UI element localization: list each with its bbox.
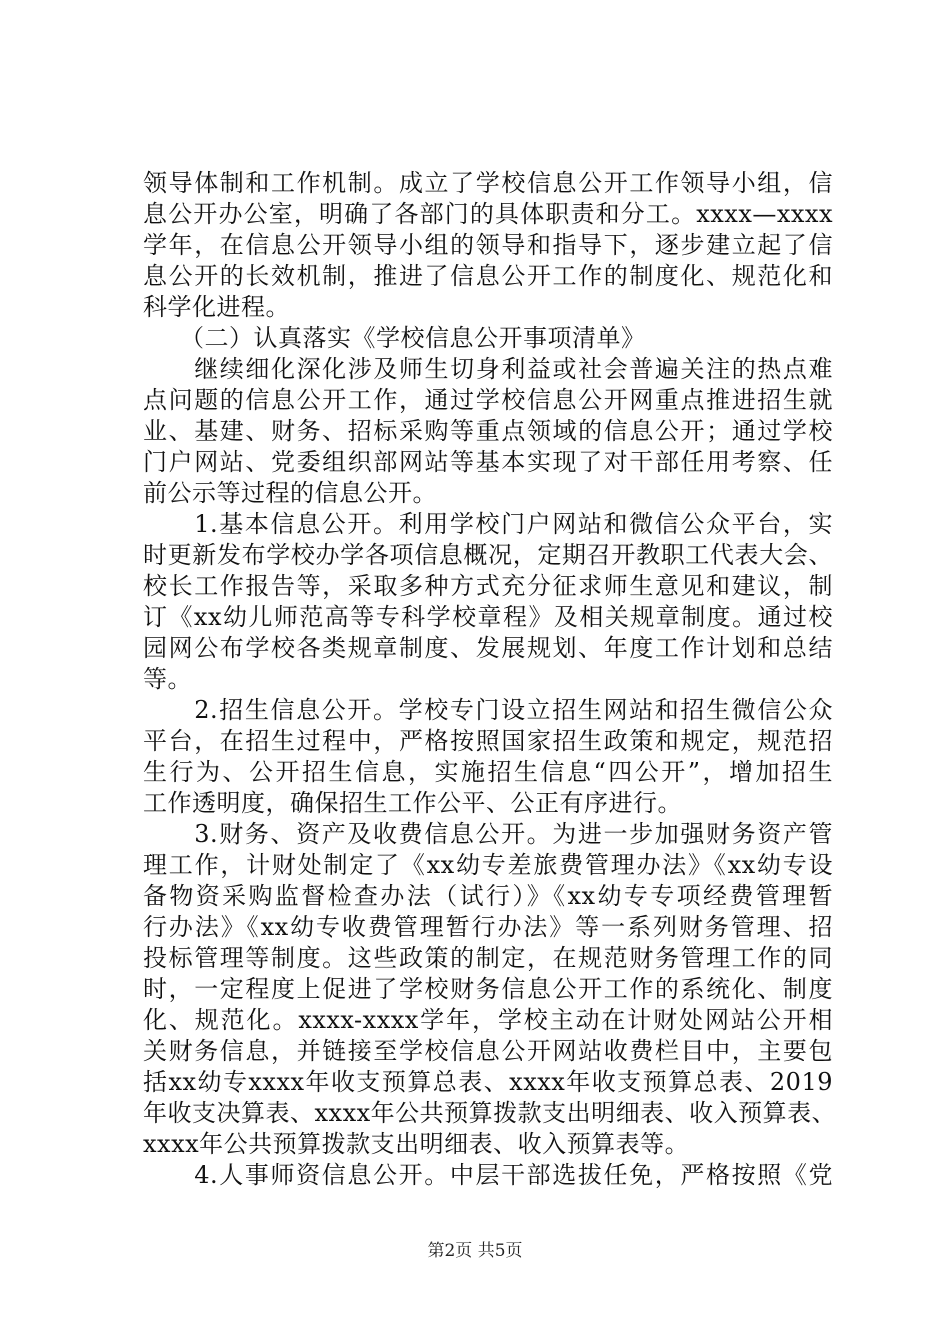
text-line: 息公开的长效机制，推进了信息公开工作的制度化、规范化和: [143, 262, 833, 290]
text-line: 2.招生信息公开。学校专门设立招生网站和招生微信公众: [143, 696, 833, 724]
text-line: 时更新发布学校办学各项信息概况，定期召开教职工代表大会、: [143, 541, 833, 569]
text-line: 投标管理等制度。这些政策的制定，在规范财务管理工作的同: [143, 944, 833, 972]
text-line: 年收支决算表、xxxx年公共预算拨款支出明细表、收入预算表、: [143, 1099, 837, 1127]
text-line: 关财务信息，并链接至学校信息公开网站收费栏目中，主要包: [143, 1037, 833, 1065]
text-line: 化、规范化。xxxx-xxxx学年，学校主动在计财处网站公开相: [143, 1006, 833, 1034]
text-line: 等。: [143, 665, 192, 693]
text-line: 工作透明度，确保招生工作公平、公正有序进行。: [143, 789, 682, 817]
text-line: 备物资采购监督检查办法（试行）》《xx幼专专项经费管理暂: [143, 882, 833, 910]
text-line: 领导体制和工作机制。成立了学校信息公开工作领导小组，信: [143, 169, 833, 197]
text-line: xxxx年公共预算拨款支出明细表、收入预算表等。: [143, 1130, 690, 1158]
text-line: 理工作，计财处制定了《xx幼专差旅费管理办法》《xx幼专设: [143, 851, 833, 879]
text-line: 业、基建、财务、招标采购等重点领域的信息公开；通过学校: [143, 417, 833, 445]
text-line: 继续细化深化涉及师生切身利益或社会普遍关注的热点难: [143, 355, 833, 383]
text-line: 点问题的信息公开工作，通过学校信息公开网重点推进招生就: [143, 386, 833, 414]
text-line: 4.人事师资信息公开。中层干部选拔任免，严格按照《党: [143, 1161, 833, 1189]
text-line: 学年，在信息公开领导小组的领导和指导下，逐步建立起了信: [143, 231, 833, 259]
text-line: 园网公布学校各类规章制度、发展规划、年度工作计划和总结: [143, 634, 833, 662]
text-line: 3.财务、资产及收费信息公开。为进一步加强财务资产管: [143, 820, 833, 848]
text-line: 括xx幼专xxxx年收支预算总表、xxxx年收支预算总表、2019: [143, 1068, 833, 1096]
text-line: 1.基本信息公开。利用学校门户网站和微信公众平台，实: [143, 510, 833, 538]
text-line: 订《xx幼儿师范高等专科学校章程》及相关规章制度。通过校: [143, 603, 833, 631]
text-line: 门户网站、党委组织部网站等基本实现了对干部任用考察、任: [143, 448, 833, 476]
text-line: 时，一定程度上促进了学校财务信息公开工作的系统化、制度: [143, 975, 833, 1003]
text-line: （二）认真落实《学校信息公开事项清单》: [143, 324, 646, 352]
text-line: 平台，在招生过程中，严格按照国家招生政策和规定，规范招: [143, 727, 833, 755]
text-line: 息公开办公室，明确了各部门的具体职责和分工。xxxx—xxxx: [143, 200, 833, 228]
page-footer: 第2页 共5页: [427, 1241, 523, 1261]
text-line: 生行为、公开招生信息，实施招生信息“四公开”，增加招生: [143, 758, 833, 786]
text-line: 行办法》《xx幼专收费管理暂行办法》等一系列财务管理、招: [143, 913, 833, 941]
text-line: 科学化进程。: [143, 293, 290, 321]
text-line: 校长工作报告等，采取多种方式充分征求师生意见和建议，制: [143, 572, 833, 600]
document-body: [143, 168, 837, 1191]
text-line: 前公示等过程的信息公开。: [143, 479, 437, 507]
